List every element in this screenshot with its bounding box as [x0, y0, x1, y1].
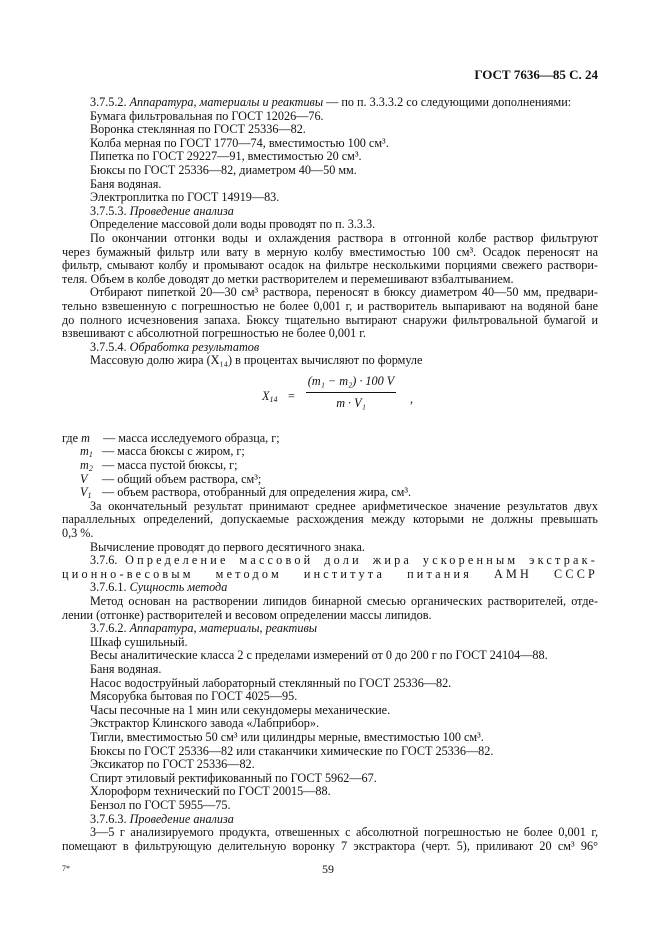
text-line — [62, 286, 598, 300]
text-line — [62, 554, 598, 568]
text-line — [62, 96, 598, 110]
section-number: 3.7.6.3. — [90, 811, 130, 826]
line-text: Пипетка по ГОСТ 29227—91, вместимостью 20 см³. — [90, 149, 362, 164]
document-body — [62, 96, 598, 853]
line-text: По окончании отгонки воды и охлаждения раствора в отгонной колбе раствор фильтруют — [90, 231, 598, 245]
text-line — [62, 527, 598, 541]
section-title: Проведение анализа — [129, 203, 234, 218]
section-title: Проведение анализа — [129, 811, 234, 826]
variable-subscript: 2 — [88, 464, 93, 474]
section-number: 3.7.6.2. — [90, 621, 130, 636]
line-text: 3—5 г анализируемого продукта, отвешенных с абсолютной погрешностью не более 0,001 г, — [90, 826, 598, 840]
variable-description: — общий объем раствора, см³; — [102, 471, 262, 486]
line-text: Бюксы по ГОСТ 25336—82, диаметром 40—50 мм. — [90, 162, 357, 177]
formula-var: X — [262, 388, 270, 403]
line-text: Вычисление проводят до первого десятичного знака. — [90, 539, 365, 554]
text-line — [62, 622, 598, 636]
formula-comma: , — [410, 391, 414, 406]
line-text: Часы песочные на 1 мин или секундомеры механические. — [90, 702, 391, 717]
formula-numerator: (m₁ − m₂) · 100 V — [306, 374, 396, 393]
text-line — [62, 581, 598, 595]
text-line — [62, 745, 598, 759]
text-line — [62, 772, 598, 786]
variable-name: V — [80, 485, 88, 500]
text-line — [62, 327, 598, 341]
formula-fraction — [306, 374, 396, 411]
line-text: Тигли, вместимостью 50 см³ или цилиндры мерные, вместимостью 100 см³. — [90, 729, 484, 744]
text-line — [62, 813, 598, 827]
text-line — [62, 758, 598, 772]
text-line — [62, 259, 598, 273]
line-text: Весы аналитические класса 2 с пределами измерений от 0 до 200 г по ГОСТ 24104—88. — [90, 648, 548, 663]
variable — [80, 459, 102, 473]
text-line — [62, 826, 598, 840]
text-line — [62, 799, 598, 813]
variable-description: — масса исследуемого образца, г; — [103, 430, 280, 445]
section-3-7-6 — [62, 500, 598, 853]
text-line — [62, 110, 598, 124]
section-title: Обработка результатов — [129, 339, 260, 354]
line-text: Определение массовой доли воды проводят по п. 3.3.3. — [90, 217, 376, 232]
line-text: Бензол по ГОСТ 5955—75. — [90, 797, 231, 812]
text-line — [62, 609, 598, 623]
line-text: Воронка стеклянная по ГОСТ 25336—82. — [90, 122, 306, 137]
section-title: Сущность метода — [129, 580, 228, 595]
variable-name: m — [80, 458, 89, 473]
text-line — [62, 300, 598, 314]
where-item — [62, 459, 598, 473]
line-text: теля. Объем в колбе доводят до метки растворителем и перемешивают взбалтыванием. — [62, 271, 514, 286]
line-text: лении (отгонке) растворителей и весовом определении массы липидов. — [62, 607, 432, 622]
variable-description: — объем раствора, отобранный для определения жира, см³. — [102, 485, 412, 500]
formula-lhs — [262, 389, 277, 404]
section-number: 3.7.6.1. — [90, 580, 130, 595]
text-line — [62, 677, 598, 691]
variable — [80, 473, 102, 487]
text-line — [62, 663, 598, 677]
line-text: ционно-весовым методом института питания АМН СССР — [62, 567, 598, 581]
line-text: Бумага фильтровальная по ГОСТ 12026—76. — [90, 108, 324, 123]
where-item — [62, 432, 598, 446]
variable-name: m — [81, 430, 90, 445]
where-label: где — [62, 430, 82, 445]
where-list — [62, 432, 598, 500]
section-title: Аппаратура, материалы, реактивы — [129, 621, 317, 636]
text-line — [62, 164, 598, 178]
line-text: через бумажный фильтр или вату в мерную колбу вместимостью 100 см³. Осадок переносят на — [62, 245, 598, 259]
variable — [80, 486, 102, 500]
text-line — [62, 137, 598, 151]
variable-name: V — [80, 471, 88, 486]
text-line — [62, 513, 598, 527]
variable-description: — масса пустой бюксы, г; — [102, 458, 238, 473]
text-line — [62, 500, 598, 514]
line-text: Электроплитка по ГОСТ 14919—83. — [90, 190, 280, 205]
formula-equals: = — [288, 388, 295, 403]
text-line — [62, 785, 598, 799]
line-text: параллельных определений, допускаемые расхождения между которыми не должны превышать — [62, 513, 598, 527]
page-header: ГОСТ 7636—85 С. 24 — [474, 67, 598, 82]
line-text: Метод основан на растворении липидов бинарной смесью органических растворителей, отде- — [90, 595, 598, 608]
text-line — [62, 341, 598, 355]
line-text: Массовую долю жира (X₁₄) в процентах вычисляют по формуле — [90, 353, 423, 368]
text-line — [62, 840, 598, 854]
section-number: 3.7.5.3. — [90, 203, 130, 218]
section-title: Аппаратура, материалы и реактивы — [129, 95, 324, 109]
line-text: фильтр, смывают колбу и промывают осадок на фильтре несколькими порциями свежего раствори- — [62, 259, 598, 273]
line-text: Эксикатор по ГОСТ 25336—82. — [90, 757, 255, 772]
text-line — [62, 191, 598, 205]
variable — [80, 445, 102, 459]
text-line — [62, 636, 598, 650]
text-line — [62, 541, 598, 555]
formula-denominator: m · V₁ — [336, 395, 366, 410]
line-text: Баня водяная. — [90, 661, 162, 676]
text-line — [62, 354, 598, 368]
line-text: Экстрактор Клинского завода «Лабприбор». — [90, 716, 320, 731]
text-line — [62, 123, 598, 137]
variable-description: — масса бюксы с жиром, г; — [102, 444, 245, 459]
variable-subscript: 1 — [88, 450, 93, 460]
text-line — [62, 717, 598, 731]
page-number: 59 — [322, 862, 334, 876]
variable-subscript: 1 — [87, 491, 92, 501]
text-line — [62, 205, 598, 219]
section-number: 3.7.5.2. — [90, 95, 130, 109]
text-line — [62, 150, 598, 164]
where-item — [62, 473, 598, 487]
text-line — [62, 314, 598, 328]
text-line — [62, 218, 598, 232]
line-text: За окончательный результат принимают среднее арифметическое значение результатов двух — [90, 499, 598, 513]
line-text: до полного исчезновения запаха. Бюксу тщательно вытирают снаружи фильтровальной бумагой и — [62, 313, 598, 327]
line-text: Насос водоструйный лабораторный стеклянный по ГОСТ 25336—82. — [90, 675, 452, 690]
section-number: 3.7.5.4. — [90, 339, 130, 354]
line-text: Хлороформ технический по ГОСТ 20015—88. — [90, 784, 331, 799]
text-line — [62, 273, 598, 287]
text-line — [62, 232, 598, 246]
where-item — [62, 486, 598, 500]
section-3-7-5 — [62, 96, 598, 368]
variable — [81, 432, 103, 446]
line-text: Колба мерная по ГОСТ 1770—74, вместимостью 100 см³. — [90, 135, 389, 150]
formula — [62, 368, 598, 432]
text-line — [62, 704, 598, 718]
line-text: Мясорубка бытовая по ГОСТ 4025—95. — [90, 689, 298, 704]
line-text: Определение массовой доли жира ускоренным экстрак- — [125, 554, 598, 568]
line-text: 0,3 %. — [62, 526, 94, 541]
line-text: взвешивают с абсолютной погрешностью не более 0,001 г. — [62, 326, 366, 341]
line-text: Баня водяная. — [90, 176, 162, 191]
line-text: помещают в фильтрующую делительную воронку 7 экстрактора (черт. 5), приливают 20 см³ 96° — [62, 839, 598, 853]
line-text: тельно взвешенную с погрешностью не более 0,001 г, и растворитель выпаривают на водяной бане — [62, 299, 598, 313]
text-line — [62, 649, 598, 663]
footer-mark: 7* — [62, 864, 70, 873]
text-line — [62, 731, 598, 745]
text-line — [62, 178, 598, 192]
text-line — [62, 246, 598, 260]
line-text: Шкаф сушильный. — [90, 634, 188, 649]
where-item — [62, 445, 598, 459]
text-line — [62, 690, 598, 704]
formula-sub: 14 — [269, 394, 278, 404]
line-text: Спирт этиловый ректификованный по ГОСТ 5962—67. — [90, 770, 377, 785]
line-text: Отбирают пипеткой 20—30 см³ раствора, переносят в бюксу диаметром 40—50 мм, предвари- — [90, 286, 598, 300]
line-text: — по п. 3.3.3.2 со следующими дополнениями: — [323, 95, 572, 109]
text-line — [62, 568, 598, 582]
section-number: 3.7.6. — [90, 554, 126, 568]
variable-name: m — [80, 444, 89, 459]
line-text: Бюксы по ГОСТ 25336—82 или стаканчики химические по ГОСТ 25336—82. — [90, 743, 494, 758]
text-line — [62, 595, 598, 609]
